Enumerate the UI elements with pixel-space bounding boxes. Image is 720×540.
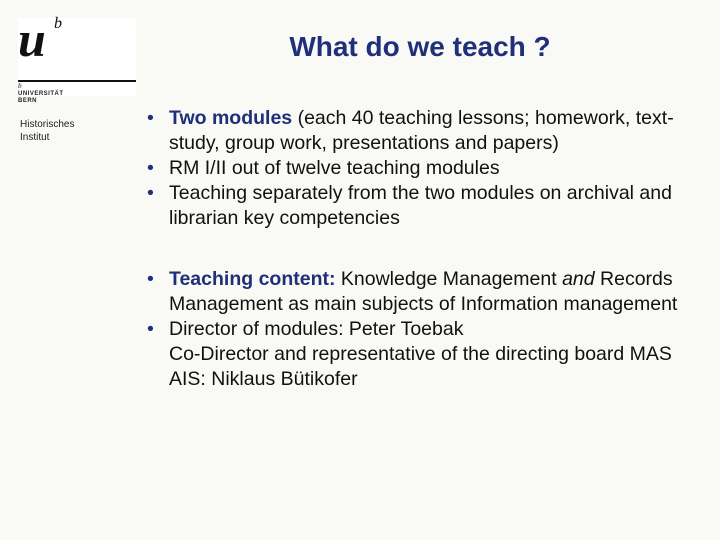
university-logo [18, 11, 136, 104]
logo-letter-u: u [18, 11, 45, 67]
bullet-list-content [145, 267, 705, 342]
bullet-text-continued: Records Management as main subjects of Information management [169, 268, 678, 315]
bullet-emphasis: and [562, 268, 595, 290]
bullet-icon: • [147, 268, 154, 290]
institute-name [20, 118, 120, 144]
slide-content [145, 106, 705, 392]
bullet-text: Director of modules: Peter Toebak [169, 318, 464, 340]
bullet-text: Teaching separately from the two modules on archival and librarian key competencies [169, 182, 672, 229]
institute-line-1: Historisches [20, 119, 75, 130]
logo-rule [18, 80, 136, 82]
bullet-item-director [145, 317, 705, 342]
bullet-item-teaching-separately [145, 181, 705, 231]
logo-university-text: UNIVERSITÄT [18, 91, 64, 97]
group-spacer [145, 231, 705, 267]
bullet-icon: • [147, 157, 154, 179]
logo-small-b: b [18, 82, 22, 90]
bullet-text: RM I/II out of twelve teaching modules [169, 157, 500, 179]
bullet-icon: • [147, 182, 154, 204]
logo-city-text: BERN [18, 98, 38, 104]
bullet-item-two-modules [145, 106, 705, 156]
bullet-highlight: Two modules [169, 107, 293, 129]
slide-title: What do we teach ? [289, 31, 551, 62]
bullet-item-rm [145, 156, 705, 181]
bullet-text: (each 40 teaching lessons; homework, text-study, group work, presentations and papers) [169, 107, 674, 154]
bullet-highlight: Teaching content: [169, 268, 336, 290]
institute-line-2: Institut [20, 132, 50, 143]
co-director-text: Co-Director and representative of the directing board MAS AIS: Niklaus Bütikofer [169, 343, 672, 390]
bullet-list-modules [145, 106, 705, 231]
logo-superscript-b: b [54, 15, 62, 32]
bullet-icon: • [147, 318, 154, 340]
bullet-text: Knowledge Management [335, 268, 563, 290]
bullet-item-teaching-content [145, 267, 705, 317]
bullet-icon: • [147, 107, 154, 129]
